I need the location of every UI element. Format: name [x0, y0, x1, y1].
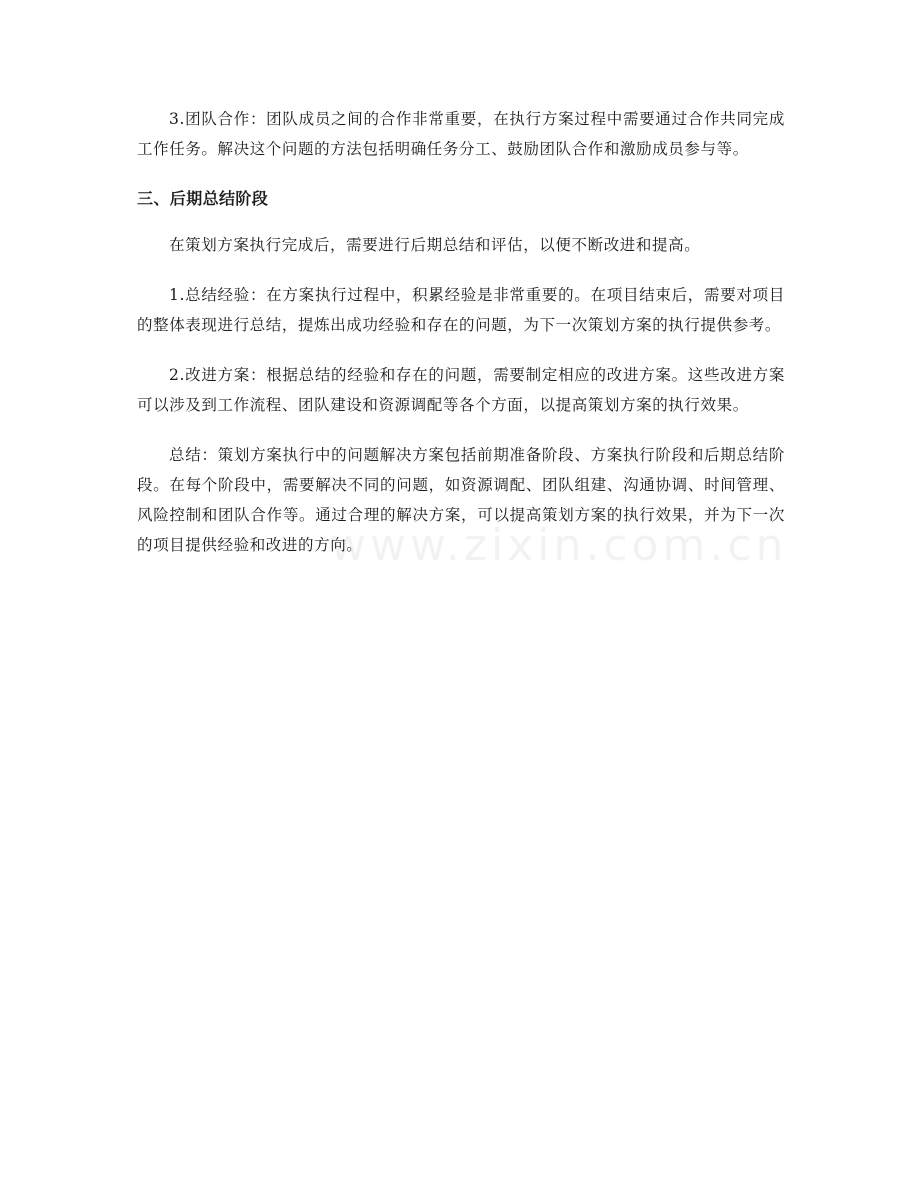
- paragraph-conclusion: 总结：策划方案执行中的问题解决方案包括前期准备阶段、方案执行阶段和后期总结阶段。在每个阶段中，需要解决不同的问题，如资源调配、团队组建、沟通协调、时间管理、风险控制和团队合作等。通过合理的解决方案，可以提高策划方案的执行效果，并为下一次的项目提供经验和改进的方向。: [137, 446, 785, 554]
- paragraph-summarize-experience: 1.总结经验：在方案执行过程中，积累经验是非常重要的。在项目结束后，需要对项目的整体表现进行总结，提炼出成功经验和存在的问题，为下一次策划方案的执行提供参考。: [137, 286, 785, 334]
- section-heading: 三、后期总结阶段: [137, 189, 269, 208]
- watermark: www.zixin.com.cn: [330, 520, 788, 571]
- paragraph-intro: 在策划方案执行完成后，需要进行后期总结和评估，以便不断改进和提高。: [169, 236, 701, 254]
- paragraph-team-cooperation: 3.团队合作：团队成员之间的合作非常重要，在执行方案过程中需要通过合作共同完成工作任务。解决这个问题的方法包括明确任务分工、鼓励团队合作和激励成员参与等。: [137, 110, 785, 158]
- document-body: [137, 104, 788, 580]
- paragraph-improve-plan: 2.改进方案：根据总结的经验和存在的问题，需要制定相应的改进方案。这些改进方案可以涉及到工作流程、团队建设和资源调配等各个方面，以提高策划方案的执行效果。: [137, 366, 785, 414]
